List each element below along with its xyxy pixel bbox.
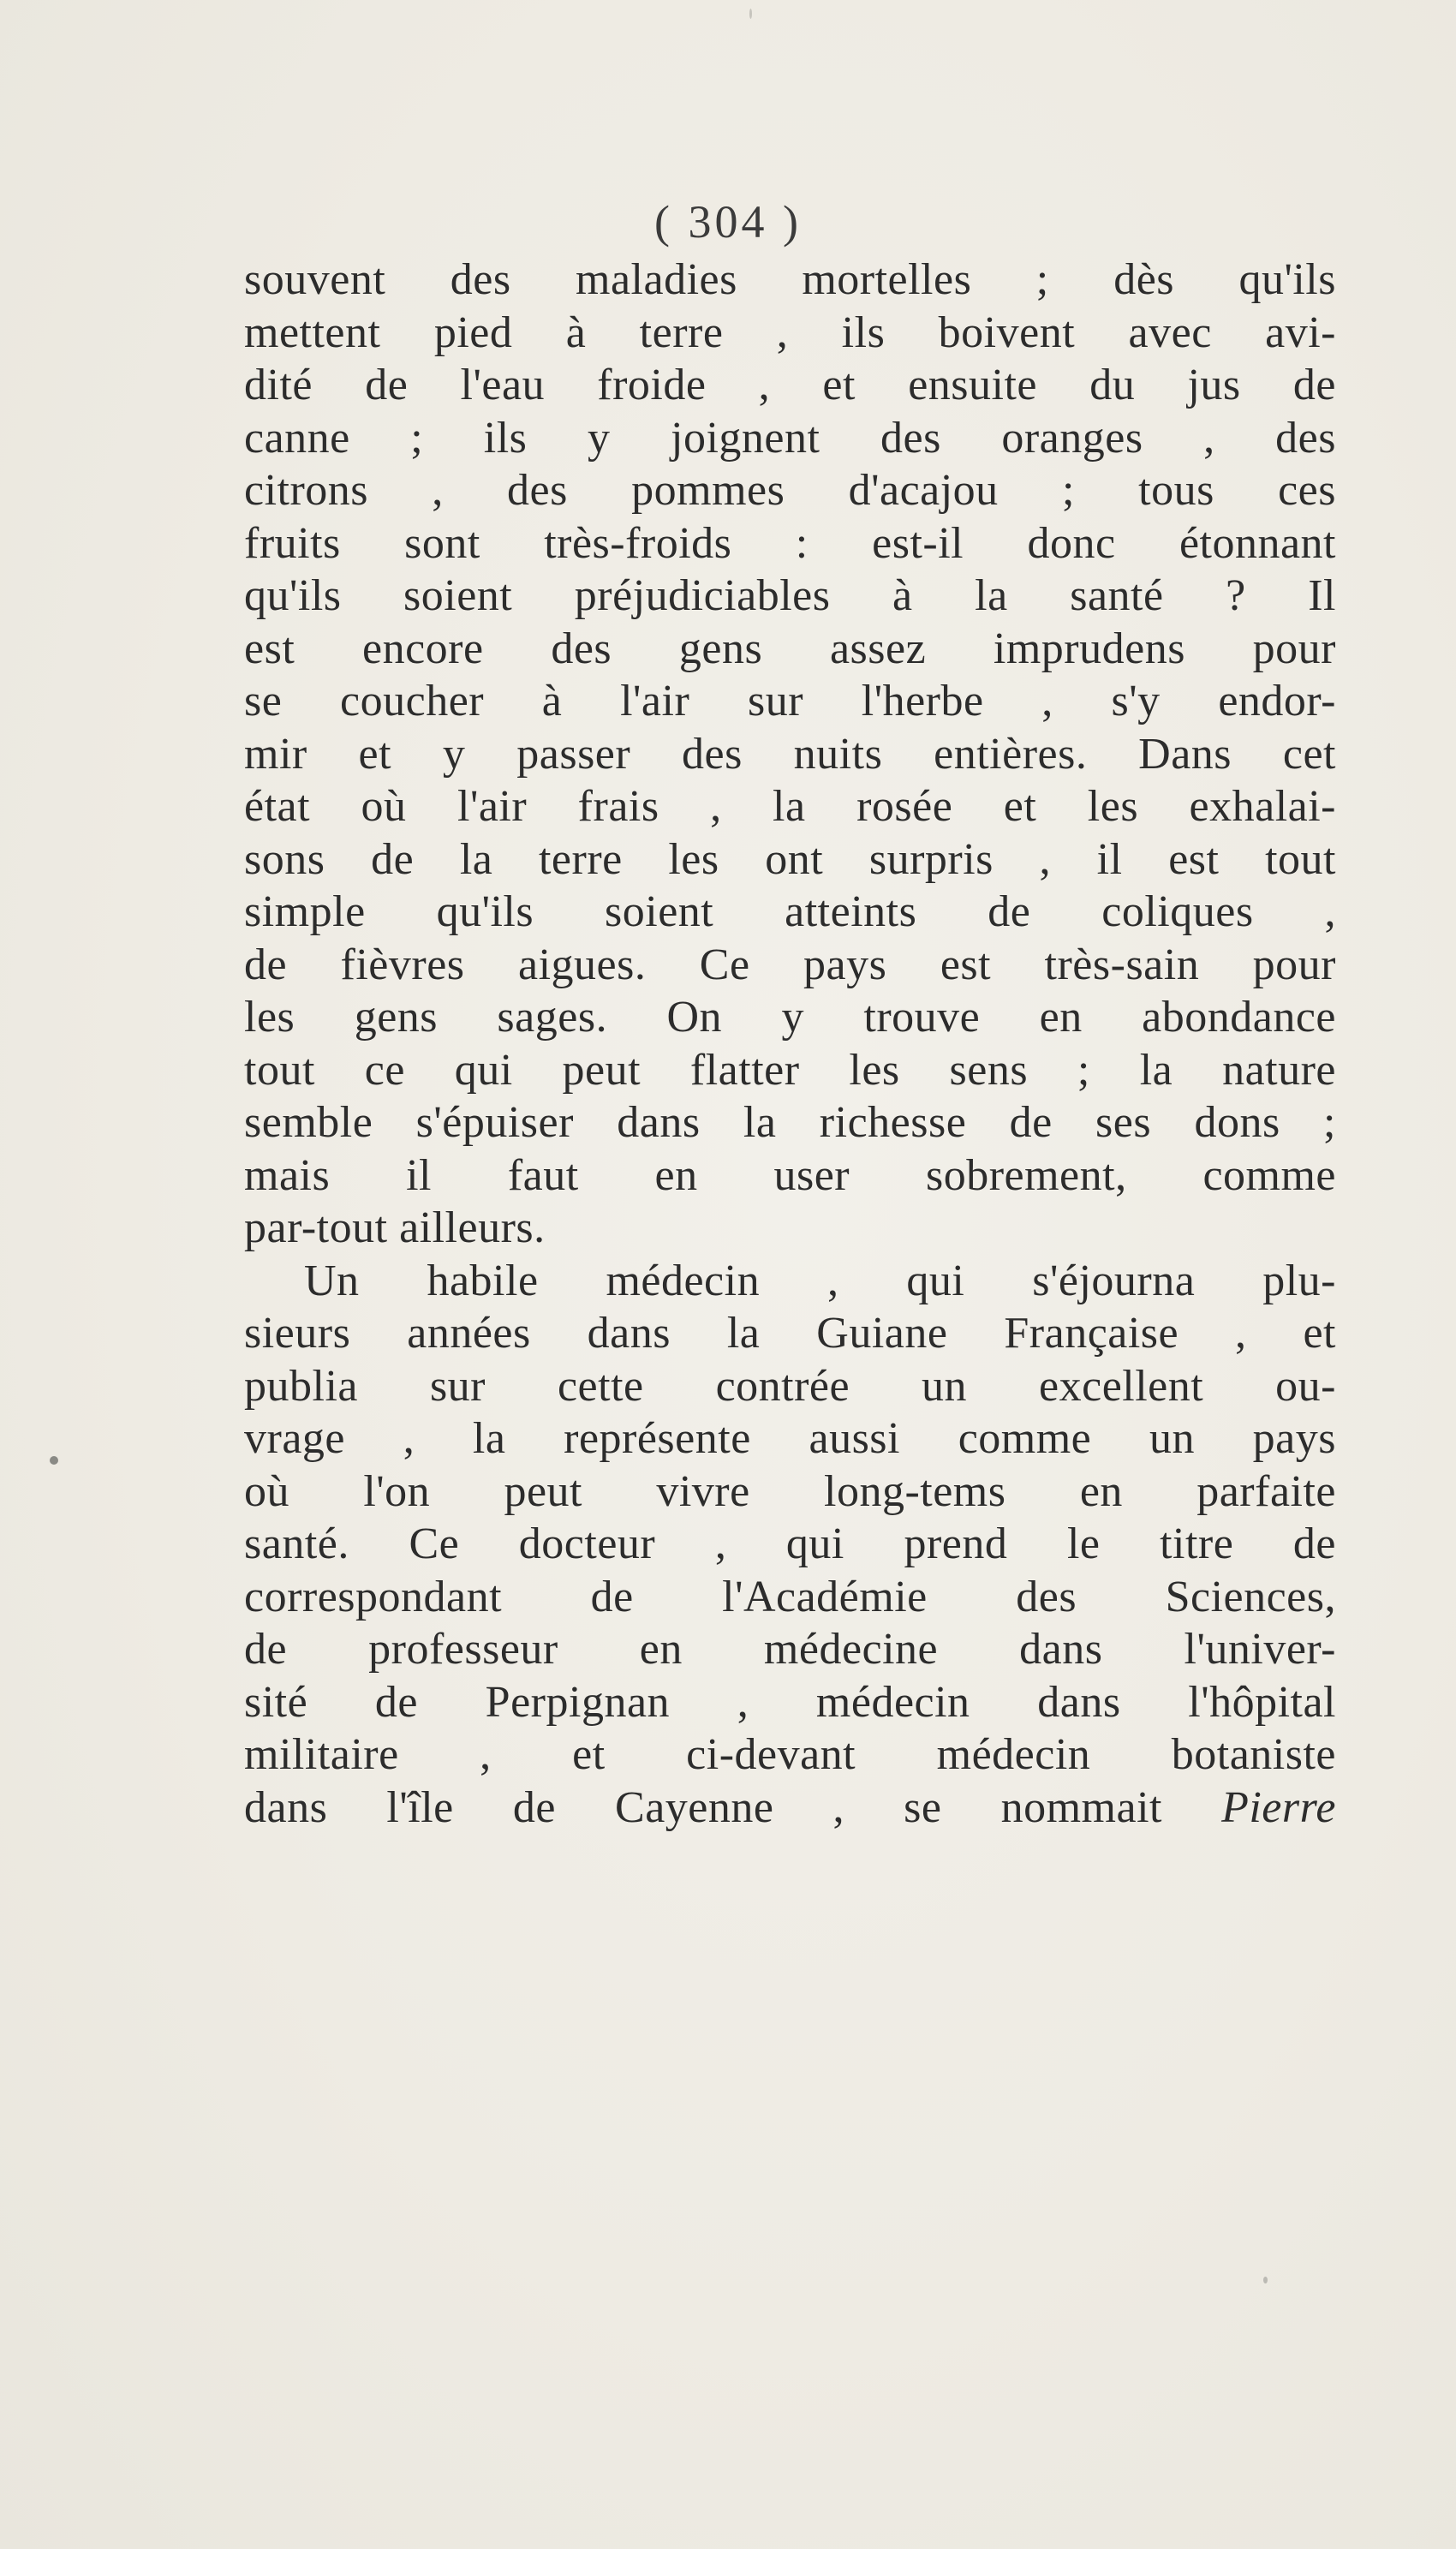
text-line: correspondant de l'Académie des Sciences, bbox=[244, 1572, 1336, 1621]
text-line: état où l'air frais , la rosée et les exhalai- bbox=[244, 782, 1336, 831]
text-line: de professeur en médecine dans l'univer- bbox=[244, 1625, 1336, 1674]
text-line: se coucher à l'air sur l'herbe , s'y endor- bbox=[244, 677, 1336, 725]
text-line: les gens sages. On y trouve en abondance bbox=[244, 993, 1336, 1042]
text-line: simple qu'ils soient atteints de coliques , bbox=[244, 887, 1336, 936]
text-line: mir et y passer des nuits entières. Dans cet bbox=[244, 729, 1336, 779]
text-line: semble s'épuiser dans la richesse de ses dons ; bbox=[244, 1098, 1336, 1147]
paper-speck bbox=[1263, 2277, 1268, 2283]
text-line: canne ; ils y joignent des oranges , des bbox=[244, 413, 1336, 463]
text-line: santé. Ce docteur , qui prend le titre de bbox=[244, 1519, 1336, 1568]
paper-speck bbox=[749, 9, 752, 19]
final-line-text: dans l'île de Cayenne , se nommait bbox=[244, 1782, 1162, 1832]
text-line: de fièvres aigues. Ce pays est très-sain pour bbox=[244, 940, 1336, 989]
body-text bbox=[244, 254, 1336, 1834]
text-line: militaire , et ci-devant médecin botaniste bbox=[244, 1730, 1336, 1779]
text-line: mais il faut en user sobrement, comme bbox=[244, 1150, 1336, 1200]
page-number: ( 304 ) bbox=[654, 196, 802, 248]
text-line: fruits sont très-froids : est-il donc étonnant bbox=[244, 518, 1336, 568]
text-line: vrage , la représente aussi comme un pays bbox=[244, 1414, 1336, 1463]
text-line: publia sur cette contrée un excellent ou- bbox=[244, 1361, 1336, 1411]
text-line: citrons , des pommes d'acajou ; tous ces bbox=[244, 466, 1336, 515]
text-line: mettent pied à terre , ils boivent avec avi- bbox=[244, 307, 1336, 357]
text-line: tout ce qui peut flatter les sens ; la nature bbox=[244, 1045, 1336, 1095]
text-line: qu'ils soient préjudiciables à la santé ? Il bbox=[244, 571, 1336, 620]
text-line: sieurs années dans la Guiane Française , et bbox=[244, 1309, 1336, 1358]
text-line: par-tout ailleurs. bbox=[244, 1203, 546, 1252]
paragraph-1 bbox=[244, 254, 1336, 1255]
text-line: est encore des gens assez imprudens pour bbox=[244, 624, 1336, 673]
catchword: Pierre bbox=[1221, 1782, 1337, 1832]
paper-speck bbox=[50, 1456, 58, 1465]
text-line: sité de Perpignan , médecin dans l'hôpital bbox=[244, 1677, 1336, 1727]
text-line: où l'on peut vivre long-tems en parfaite bbox=[244, 1466, 1336, 1516]
text-line: souvent des maladies mortelles ; dès qu'ils bbox=[244, 255, 1336, 304]
text-line: dité de l'eau froide , et ensuite du jus de bbox=[244, 361, 1336, 409]
text-line: Un habile médecin , qui s'éjourna plu- bbox=[304, 1256, 1336, 1305]
paragraph-2 bbox=[244, 1255, 1336, 1835]
final-text-line bbox=[244, 1782, 1336, 1835]
text-line: sons de la terre les ont surpris , il est tout bbox=[244, 834, 1336, 884]
